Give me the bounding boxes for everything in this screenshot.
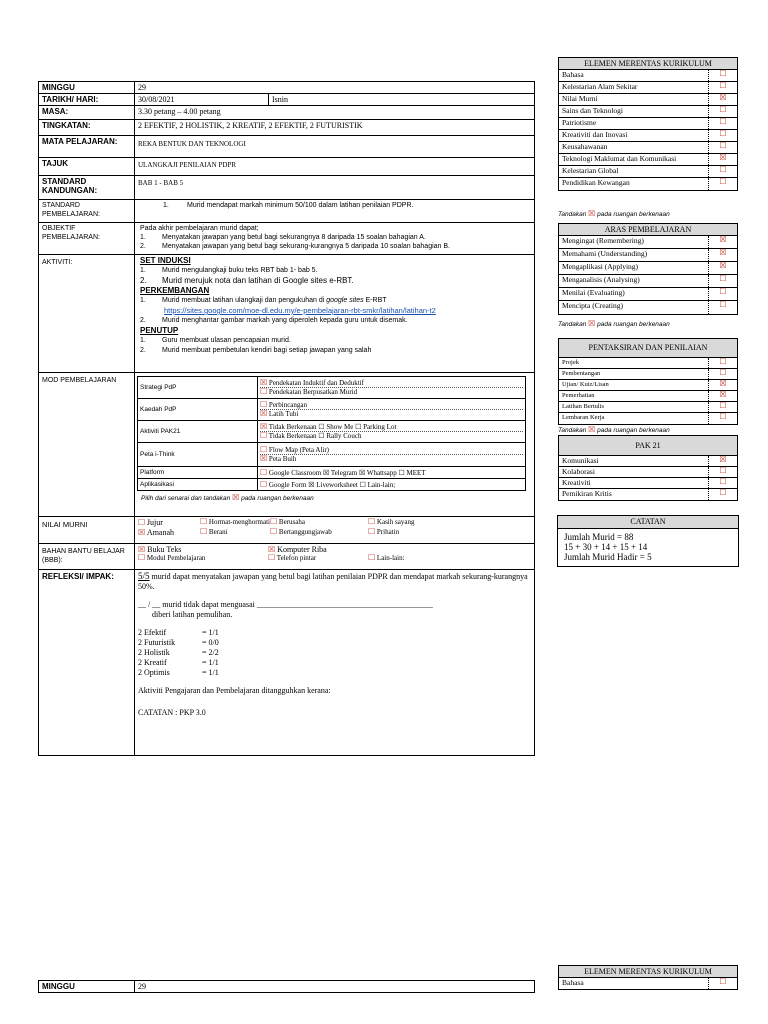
refleksi-line3: diberi latihan pemulihan. [152,610,233,619]
sp-text: Murid mendapat markah minimum 50/100 dalam latihan penilaian PDPR. [187,202,414,209]
peta-ithink-label: Peta i-Think [138,443,258,467]
objektif-content [135,223,535,255]
checklist-row [559,489,737,500]
checklist-item-label: Lembaran Kerja [559,413,709,424]
checkbox[interactable]: ☒ [719,93,727,102]
checklist-row [559,402,737,413]
sp-number: 1. [163,202,169,209]
checklist-row [559,249,737,262]
checklist-item-label: Komunikasi [559,456,709,466]
checklist-row [559,358,737,369]
checklist-row [559,130,737,142]
checklist-row [559,301,737,314]
checklist-row [559,262,737,275]
checklist-row [559,456,737,467]
aktiviti-pak21-label: Aktiviti PAK21 [138,421,258,443]
aras-note: Tandakan ☒ pada ruangan berkenaan [558,319,670,328]
standard-kandungan-label: STANDARD KANDUNGAN: [39,176,135,200]
bbb-label: BAHAN BANTU BELAJAR (BBB): [39,544,135,570]
checklist-item-label: Pemerhatian [559,391,709,401]
nilai-option[interactable]: ☐ Bertanggungjawab [270,527,332,536]
induksi-item: 1. Murid mengulangkaji buku teks RBT bab 1- bab 5. [140,267,318,274]
kaedah-label: Kaedah PdP [138,399,258,421]
checklist-row [559,70,737,82]
checklist-item-label: Pembentangan [559,369,709,379]
pentaksiran-note: Tandakan ☒ pada ruangan berkenaan [558,425,670,434]
checkbox[interactable]: ☒ [719,153,727,162]
checklist-row [559,478,737,489]
latihan-link[interactable]: https://sites.google.com/moe-dl.edu.my/e-pembelajaran-rbt-smkr/latihan/latihan-t2 [164,306,436,315]
mata-pelajaran-label: MATA PELAJARAN: [39,136,135,158]
strategi-label: Strategi PdP [138,377,258,399]
checklist-item-label: Pendidikan Kewangan [559,178,709,190]
checklist-row [559,288,737,301]
pentaksiran-title: PENTAKSIRAN DAN PENILAIAN [559,339,737,358]
standard-kandungan-value: BAB 1 - BAB 5 [135,176,535,200]
tarikh-label: TARIKH/ HARI: [39,94,135,106]
checkbox[interactable]: ☒ [719,261,727,270]
next-page-table [38,980,535,993]
checklist-row [559,236,737,249]
nilai-murni-options [135,517,535,544]
perkembangan-item: 1. Murid membuat latihan ulangkaji dan pengukuhan di google sites E-RBT [140,297,387,304]
catatan-line: 15 + 30 + 14 + 15 + 14 [564,542,648,552]
checkbox[interactable]: ☐ [719,141,727,150]
refleksi-label: REFLEKSI/ IMPAK: [39,570,135,756]
masa-label: MASA: [39,106,135,120]
bbb-option[interactable]: ☐ Telefon pintar [268,553,317,562]
checklist-item-label: Patriotisme [559,118,709,129]
tarikh-value: 30/08/2021 [135,94,269,106]
bottom-emk-panel [558,965,738,990]
checklist-item-label: Menganalisis (Analysing) [559,275,709,287]
checkbox[interactable]: ☐ [719,401,727,410]
objektif-item: 1. Menyatakan jawapan yang betul bagi sekurangnya 8 daripada 15 soalan bahagian A. [140,234,426,241]
hari-value: Isnin [269,94,535,106]
mod-pembelajaran-content [135,373,535,517]
refleksi-content [135,570,535,756]
checklist-item-label: Kelestarian Alam Sekitar [559,82,709,93]
induksi-item: 2. Murid merujuk nota dan latihan di Google sites e-RBT. [140,276,354,285]
checkbox[interactable]: ☐ [719,368,727,377]
checklist-item-label: Keusahawanan [559,142,709,153]
nilai-option[interactable]: ☐ Hormat-menghormati [200,517,270,526]
checklist-item-label: Latihan Bertulis [559,402,709,412]
aktiviti-content [135,255,535,373]
checklist-row [559,467,737,478]
objektif-label: OBJEKTIF PEMBELAJARAN: [39,223,135,255]
set-induksi-heading: SET INDUKSI [140,256,191,265]
checkbox[interactable]: ☐ [719,129,727,138]
checklist-item-label: Kreativiti dan Inovasi [559,130,709,141]
nilai-option[interactable]: ☐ Jujur [138,518,163,527]
bottom-minggu-value: 29 [135,981,535,993]
checklist-row [559,82,737,94]
objektif-item: 2. Menyatakan jawapan yang betul bagi sekurang-kurangnya 5 daripada 10 soalan bahagian B. [140,243,450,250]
catatan-title: CATATAN [558,516,738,529]
kaedah-options: ☐ Perbincangan ☒ Latih Tubi [258,399,526,421]
aplikasi-label: Aplikasikasi [138,479,258,491]
aktiviti-pak21-options: ☒ Tidak Berkenaan ☐ Show Me ☐ Parking Lot ☐ Tidak Berkenaan ☐ Rally Couch [258,421,526,443]
checkbox[interactable]: ☐ [719,477,727,486]
checkbox[interactable]: ☐ [719,69,727,78]
pentaksiran-panel [558,338,738,425]
checklist-item-label: Projek [559,358,709,368]
standard-pembelajaran-label: STANDARD PEMBELAJARAN: [39,200,135,223]
refleksi-line2: __ / __ murid tidak dapat menguasai ____________________________________________ [138,600,433,609]
bbb-option[interactable]: ☐ Modul Pembelajaran [138,553,206,562]
tajuk-label: TAJUK [39,158,135,176]
checklist-row [559,369,737,380]
checkbox[interactable]: ☐ [719,466,727,475]
checklist-row [559,275,737,288]
nilai-option[interactable]: ☐ Kasih sayang [368,517,415,526]
checklist-row [559,166,737,178]
perkembangan-heading: PERKEMBANGAN [140,286,210,295]
minggu-value: 29 [135,82,535,94]
bbb-option[interactable]: ☐ Lain-lain: [368,553,405,562]
platform-label: Platform [138,467,258,479]
checklist-row [559,142,737,154]
checkbox[interactable]: ☐ [719,488,727,497]
emk-item-label: Bahasa [559,978,709,989]
checklist-item-label: Kolaborasi [559,467,709,477]
bbb-options [135,544,535,570]
checkbox[interactable]: ☐ [719,177,727,186]
checkbox[interactable]: ☐ [719,357,727,366]
catatan-line: Jumlah Murid Hadir = 5 [564,552,652,562]
checklist-item-label: Mencipta (Creating) [559,301,709,314]
checklist-row [559,106,737,118]
checkbox[interactable]: ☐ [719,81,727,90]
checklist-row [559,380,737,391]
checklist-item-label: Pemikiran Kritis [559,489,709,500]
checklist-row [559,178,737,190]
objektif-intro: Pada akhir pembelajaran murid dapat; [140,225,259,232]
checkbox[interactable]: ☒ [719,390,727,399]
checkbox[interactable]: ☐ [719,105,727,114]
masa-value: 3.30 petang – 4.00 petang [135,106,535,120]
checklist-item-label: Kelestarian Global [559,166,709,177]
checklist-item-label: Memahami (Understanding) [559,249,709,261]
emk-title: ELEMEN MERENTAS KURIKULUM [559,58,737,70]
nilai-option[interactable]: ☐ Berani [200,527,228,536]
checklist-row [559,154,737,166]
refleksi-tangguh: Aktiviti Pengajaran dan Pembelajaran ditangguhkan kerana: [138,686,331,695]
checklist-item-label: Teknologi Maklumat dan Komunikasi [559,154,709,165]
nilai-murni-label: NILAI MURNI [39,517,135,544]
standard-pembelajaran-value [135,200,535,223]
checkbox[interactable]: ☒ [719,248,727,257]
penutup-item: 2. Murid membuat pembetulan kendiri bagi setiap jawapan yang salah [140,347,372,354]
checkbox[interactable]: ☐ [719,117,727,126]
checklist-item-label: Mengingat (Remembering) [559,236,709,248]
catatan-panel [557,515,739,567]
bottom-minggu-label: MINGGU [39,981,135,993]
refleksi-line1: 5/5 murid dapat menyatakan jawapan yang betul bagi latihan penilaian PDPR dan mendapat markah sekurang-kurangnya 50%. [138,571,528,591]
tingkatan-value: 2 EFEKTIF, 2 HOLISTIK, 2 KREATIF, 2 EFEKTIF, 2 FUTURISTIK [135,120,535,136]
catatan-line: Jumlah Murid = 88 [564,532,634,542]
checklist-item-label: Nilai Murni [559,94,709,105]
checkbox[interactable]: ☐ [719,977,727,986]
refleksi-catatan: CATATAN : PKP 3.0 [138,708,206,717]
nilai-option[interactable]: ☐ Prihatin [368,527,400,536]
mod-pembelajaran-label: MOD PEMBELAJARAN [39,373,135,517]
mod-table [137,376,526,491]
checklist-item-label: Menilai (Evaluating) [559,288,709,300]
aras-panel [558,223,738,315]
aktiviti-label: AKTIVITI: [39,255,135,373]
pak21-panel [558,435,738,501]
refleksi-stats: 2 Efektif = 1/1 2 Futuristik = 0/0 2 Holistik = 2/2 2 Kreatif = 1/1 2 Optimis = 1/1 [138,628,219,677]
penutup-heading: PENUTUP [140,326,179,335]
checklist-item-label: Ujian/ Kuiz/Lisan [559,380,709,390]
tingkatan-label: TINGKATAN: [39,120,135,136]
aras-title: ARAS PEMBELAJARAN [559,224,737,236]
checklist-item-label: Sains dan Teknologi [559,106,709,117]
checklist-item-label: Kreativiti [559,478,709,488]
peta-ithink-options: ☐ Flow Map (Peta Alir) ☒ Peta Buih [258,443,526,467]
aplikasi-options: ☐ Google Form ☒ Liveworksheet ☐ Lain-lain; [258,479,526,491]
checkbox[interactable]: ☐ [719,165,727,174]
mod-note: Pilih dari senarai dan tandakan ☒ pada ruangan berkenaan [141,493,314,502]
checklist-row [559,94,737,106]
minggu-label: MINGGU [39,82,135,94]
bottom-emk-title: ELEMEN MERENTAS KURIKULUM [559,966,737,978]
emk-note: Tandakan ☒ pada ruangan berkenaan [558,209,670,218]
strategi-options: ☒ Pendekatan Induktif dan Deduktif ☐ Pendekatan Berpusatkan Murid [258,377,526,399]
penutup-item: 1. Guru membuat ulasan pencapaian murid. [140,337,291,344]
emk-row [559,978,737,989]
checkbox[interactable]: ☐ [719,300,727,309]
checklist-item-label: Mengaplikasi (Applying) [559,262,709,274]
bbb-option[interactable]: ☒ Buku Teks [138,545,182,554]
checklist-row [559,118,737,130]
checklist-item-label: Bahasa [559,70,709,81]
platform-options: ☐ Google Classroom ☒ Telegram ☒ Whattsapp ☐ MEET [258,467,526,479]
checkbox[interactable]: ☒ [719,379,727,388]
checkbox[interactable]: ☐ [719,274,727,283]
emk-panel [558,57,738,191]
perkembangan-item: 2. Murid menghantar gambar markah yang diperoleh kepada guru untuk disemak. [140,317,408,324]
checklist-row [559,413,737,424]
checkbox[interactable]: ☒ [719,455,727,464]
nilai-option[interactable]: ☒ Amanah [138,528,175,537]
tajuk-value: ULANGKAJI PENILAIAN PDPR [135,158,535,176]
pak21-title: PAK 21 [559,436,737,456]
nilai-option[interactable]: ☐ Berusaha [270,517,305,526]
lesson-plan-table [38,81,535,756]
checkbox[interactable]: ☐ [719,287,727,296]
bbb-option[interactable]: ☒ Komputer Riba [268,545,327,554]
checkbox[interactable]: ☐ [719,412,727,421]
mata-pelajaran-value: REKA BENTUK DAN TEKNOLOGI [135,136,535,158]
checklist-row [559,391,737,402]
checkbox[interactable]: ☒ [719,235,727,244]
